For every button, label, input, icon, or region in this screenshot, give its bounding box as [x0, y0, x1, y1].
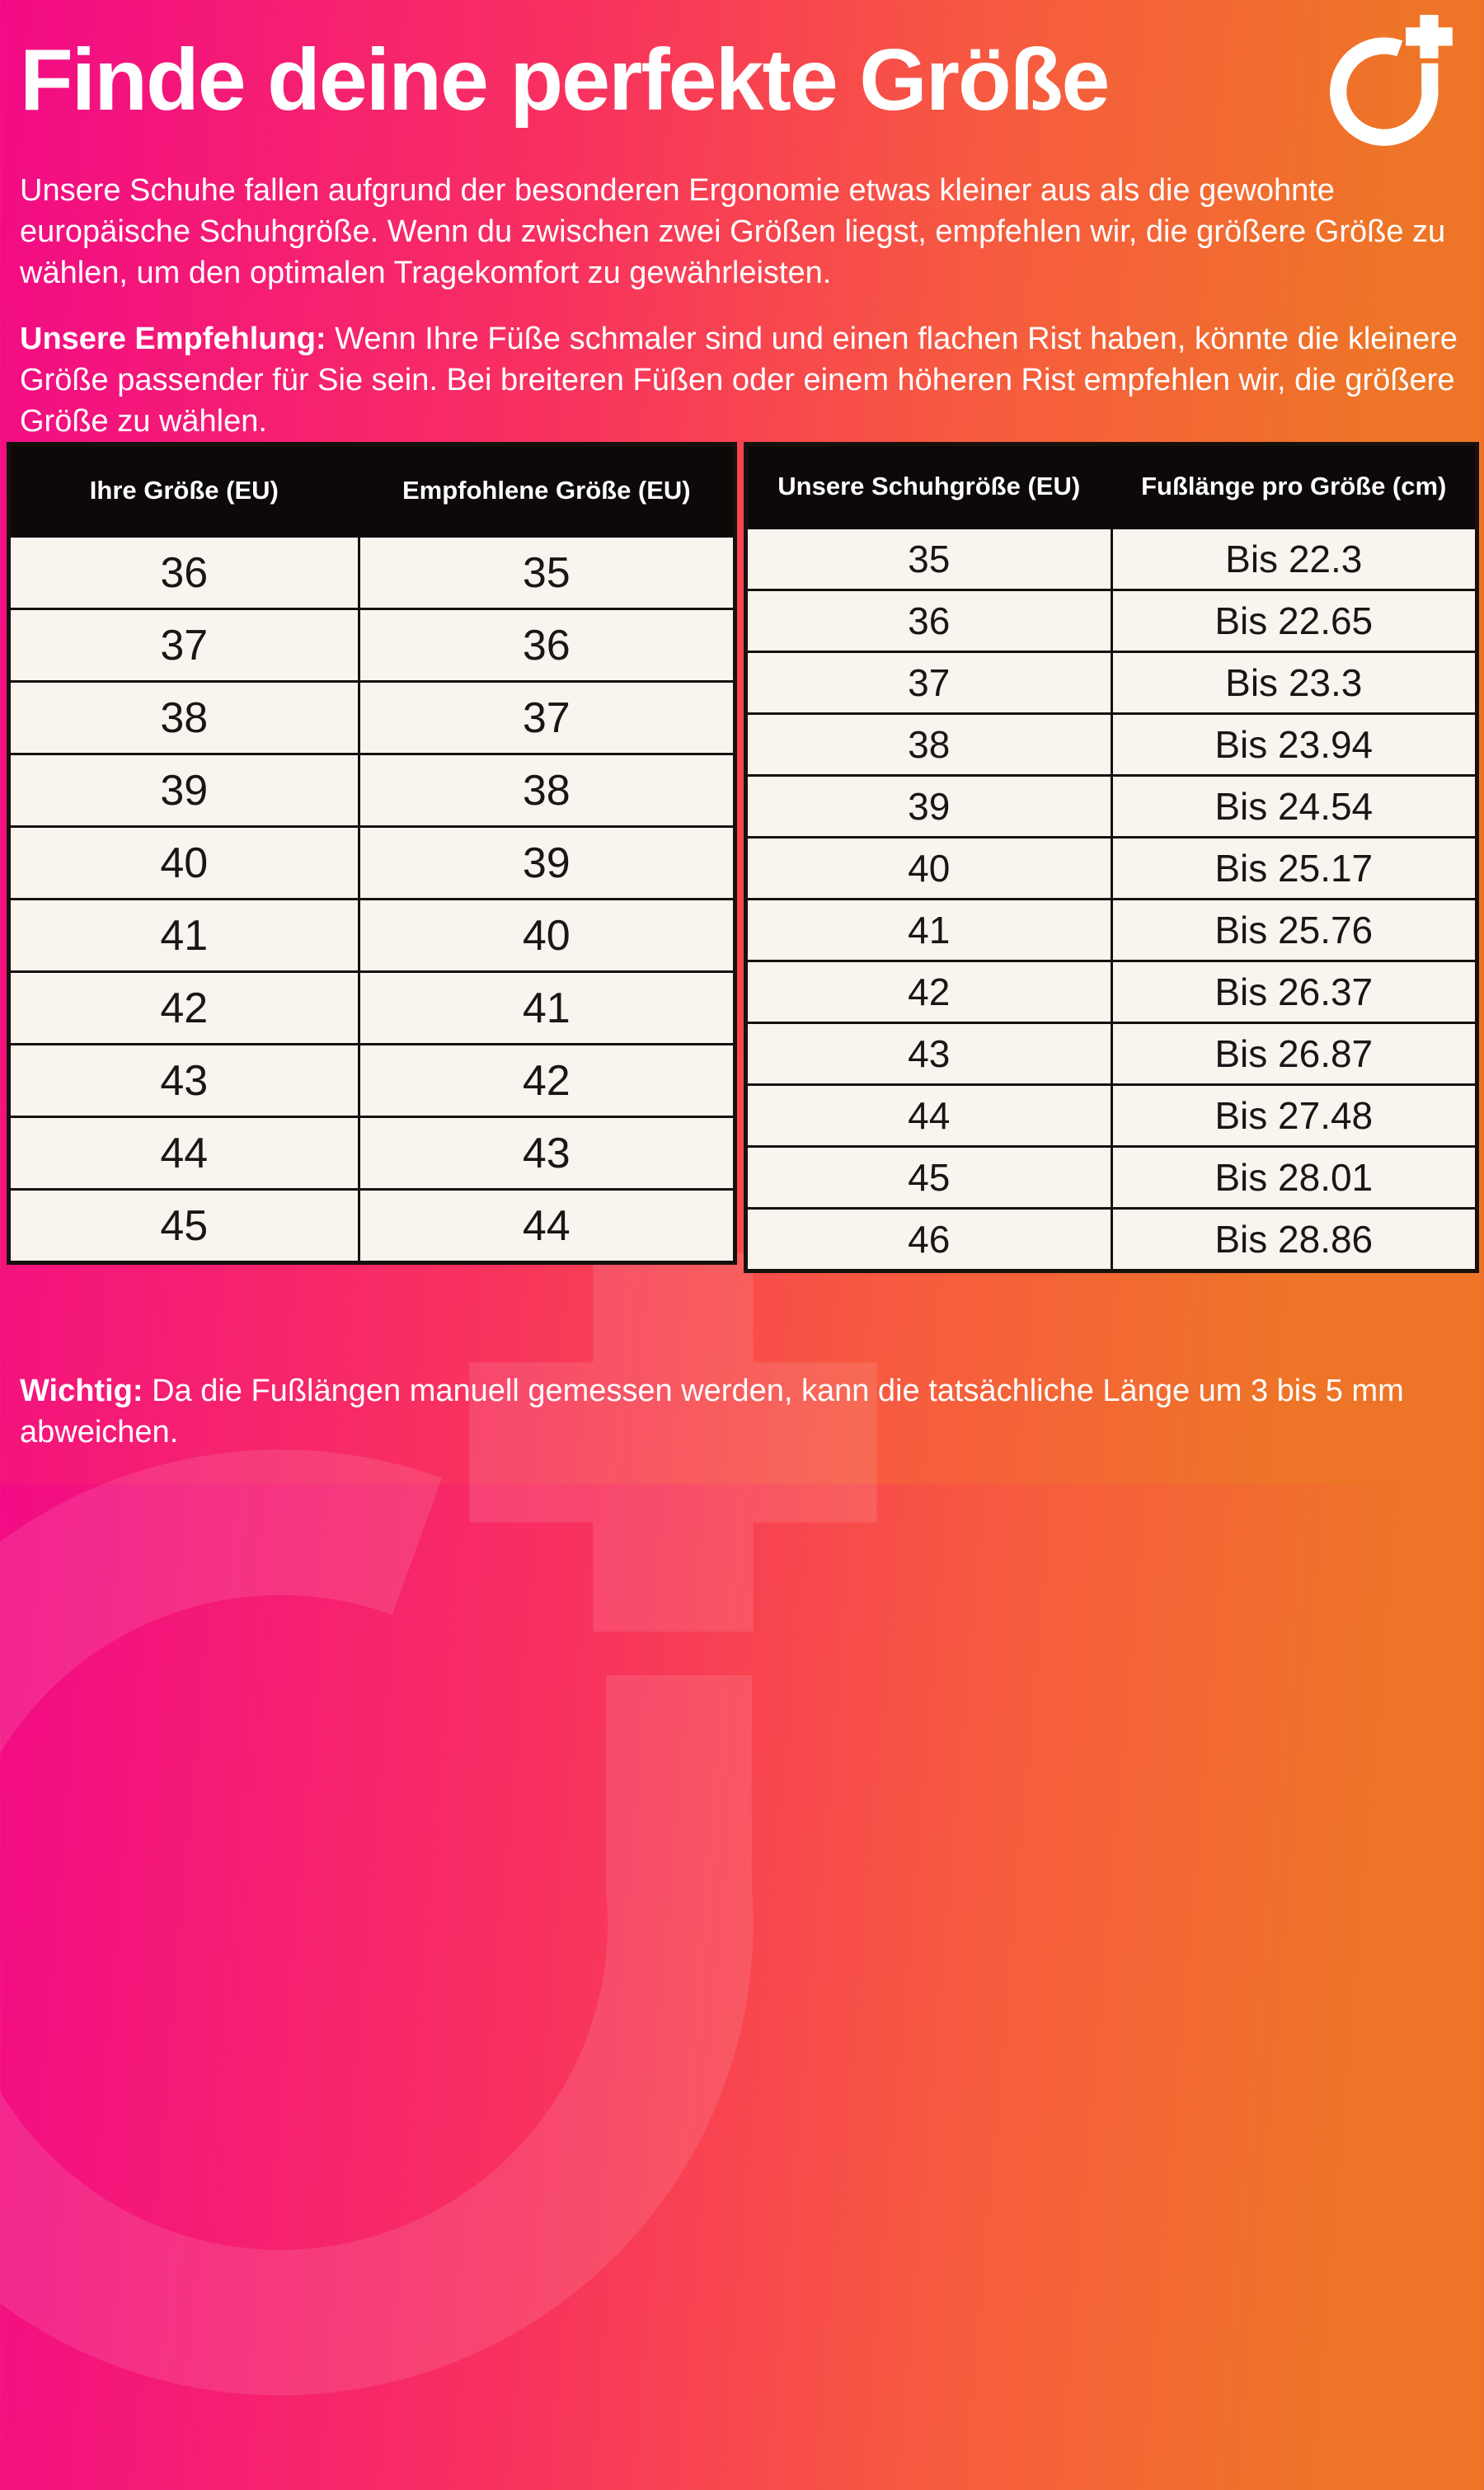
table-cell: 40	[359, 900, 735, 972]
table-cell: 36	[9, 537, 359, 609]
table-row	[746, 838, 1477, 900]
important-note-label: Wichtig:	[20, 1374, 143, 1408]
page-title: Finde deine perfekte Größe	[20, 31, 1109, 129]
column-header-your-size: Ihre Größe (EU)	[9, 444, 359, 537]
table-cell: 41	[9, 900, 359, 972]
table-cell: 46	[746, 1209, 1112, 1271]
table-cell: 42	[746, 961, 1112, 1023]
table-cell: Bis 26.37	[1111, 961, 1477, 1023]
table-cell: 35	[746, 529, 1112, 590]
table-cell: Bis 23.94	[1111, 714, 1477, 776]
table-cell: 39	[359, 827, 735, 900]
important-note	[20, 1370, 1454, 1453]
size-conversion-table-grid	[7, 442, 737, 1265]
table-row	[9, 754, 735, 827]
table-row	[9, 609, 735, 682]
table-cell: 40	[746, 838, 1112, 900]
table-cell: 45	[9, 1190, 359, 1263]
table-row	[746, 1209, 1477, 1271]
table-cell: Bis 24.54	[1111, 776, 1477, 838]
table-row	[9, 537, 735, 609]
table-row	[746, 900, 1477, 961]
table-cell: 37	[9, 609, 359, 682]
column-header-foot-length: Fußlänge pro Größe (cm)	[1111, 444, 1477, 529]
table-row	[9, 1117, 735, 1190]
table-cell: 43	[359, 1117, 735, 1190]
table-cell: Bis 25.17	[1111, 838, 1477, 900]
size-conversion-table	[7, 442, 737, 1265]
table-cell: 40	[9, 827, 359, 900]
table-cell: 41	[746, 900, 1112, 961]
recommendation-label: Unsere Empfehlung:	[20, 322, 326, 356]
table-row	[746, 590, 1477, 652]
important-note-body: Da die Fußlängen manuell gemessen werden, kann die tatsächliche Länge um 3 bis 5 mm abweichen.	[20, 1374, 1404, 1450]
table-cell: 44	[9, 1117, 359, 1190]
table-cell: 39	[9, 754, 359, 827]
foot-length-table	[744, 442, 1479, 1270]
table-cell: 37	[359, 682, 735, 754]
table-cell: 44	[359, 1190, 735, 1263]
table-cell: Bis 27.48	[1111, 1085, 1477, 1147]
table-cell: 36	[746, 590, 1112, 652]
table-row	[746, 714, 1477, 776]
table-cell: 44	[746, 1085, 1112, 1147]
table-row	[9, 1190, 735, 1263]
table-cell: 38	[9, 682, 359, 754]
table-row	[9, 972, 735, 1045]
table-cell: 37	[746, 652, 1112, 714]
table-cell: Bis 26.87	[1111, 1023, 1477, 1085]
table-row	[746, 652, 1477, 714]
table-cell: 38	[359, 754, 735, 827]
table-cell: 38	[746, 714, 1112, 776]
table-cell: Bis 22.65	[1111, 590, 1477, 652]
table-cell: 41	[359, 972, 735, 1045]
table-cell: 43	[746, 1023, 1112, 1085]
column-header-shoe-size: Unsere Schuhgröße (EU)	[746, 444, 1112, 529]
table-row	[9, 682, 735, 754]
intro-text: Unsere Schuhe fallen aufgrund der besonderen Ergonomie etwas kleiner aus als die gewohnte europäische Schuhgröße. Wenn du zwischen zwei Größen liegst, empfehlen wir, die größere Größe zu wählen, um den optimalen Tragekomfort zu gewährleisten.	[20, 173, 1446, 291]
table-cell: 36	[359, 609, 735, 682]
table-cell: Bis 23.3	[1111, 652, 1477, 714]
table-header-row	[9, 444, 735, 537]
table-row	[746, 1085, 1477, 1147]
table-row	[9, 827, 735, 900]
table-row	[746, 776, 1477, 838]
table-row	[9, 1045, 735, 1117]
table-cell: 42	[9, 972, 359, 1045]
brand-logo-icon	[1327, 10, 1469, 152]
table-cell: 39	[746, 776, 1112, 838]
table-row	[746, 1147, 1477, 1209]
recommendation-text	[20, 318, 1472, 442]
table-row	[746, 529, 1477, 590]
column-header-recommended-size: Empfohlene Größe (EU)	[359, 444, 735, 537]
table-cell: Bis 22.3	[1111, 529, 1477, 590]
table-cell: Bis 28.01	[1111, 1147, 1477, 1209]
table-cell: Bis 28.86	[1111, 1209, 1477, 1271]
table-row	[746, 961, 1477, 1023]
foot-length-table-grid	[744, 442, 1479, 1273]
table-row	[9, 900, 735, 972]
table-cell: Bis 25.76	[1111, 900, 1477, 961]
table-cell: 45	[746, 1147, 1112, 1209]
recommendation-body: Wenn Ihre Füße schmaler sind und einen flachen Rist haben, könnte die kleinere Größe passender für Sie sein. Bei breiteren Füßen oder einem höheren Rist empfehlen wir, die größere Größe zu wählen.	[20, 322, 1458, 439]
table-header-row	[746, 444, 1477, 529]
table-cell: 42	[359, 1045, 735, 1117]
table-cell: 43	[9, 1045, 359, 1117]
table-cell: 35	[359, 537, 735, 609]
table-row	[746, 1023, 1477, 1085]
